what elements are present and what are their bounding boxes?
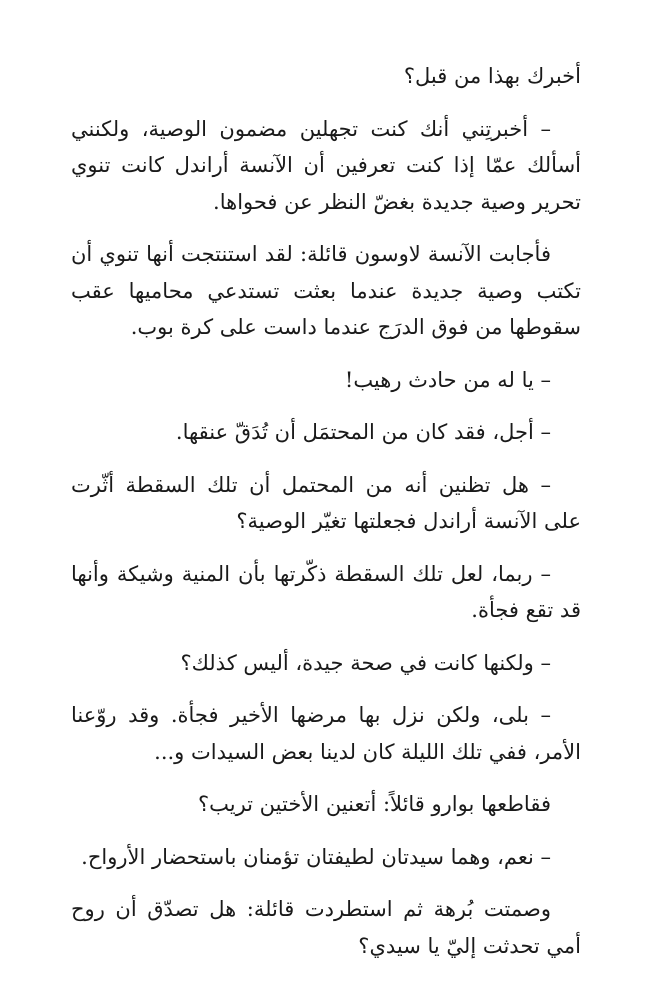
paragraph-3: فأجابت الآنسة لاوسون قائلة: لقد استنتجت أنها تنوي أن تكتب وصية جديدة عندما بعثت تستدعي محاميها عقب سقوطها من فوق الدرَج عندما داست على كرة بوب.: [71, 242, 581, 339]
paragraph-11: – نعم، وهما سيدتان لطيفتان تؤمنان باستحضار الأرواح.: [81, 844, 551, 869]
paragraph-5: – أجل، فقد كان من المحتمَل أن تُدَقّ عنقها.: [175, 420, 551, 444]
paragraph-6: – هل تظنين أنه من المحتمل أن تلك السقطة أثّرت على الآنسة أراندل فجعلتها تغيّر الوصية؟: [71, 472, 581, 533]
paragraph-7: – ربما، لعل تلك السقطة ذكّرتها بأن المنية وشيكة وأنها قد تقع فجأة.: [71, 561, 581, 622]
paragraph-2: – أخبرتِني أنك كنت تجهلين مضمون الوصية، ولكنني أسألك عمّا إذا كنت تعرفين أن الآنسة أراندل كانت تنوي تحرير وصية جديدة بغضّ النظر عن فحواها.: [71, 116, 581, 214]
paragraph-9: – بلى، ولكن نزل بها مرضها الأخير فجأة. وقد روّعنا الأمر، ففي تلك الليلة كان لدينا بعض السيدات و...: [71, 703, 581, 764]
paragraph-8: – ولكنها كانت في صحة جيدة، أليس كذلك؟: [180, 650, 551, 675]
paragraph-4: – يا له من حادث رهيب!: [344, 367, 551, 392]
paragraph-1: أخبرك بهذا من قبل؟: [403, 64, 581, 88]
paragraph-10: فقاطعها بوارو قائلاً: أتعنين الأختين تريب؟: [197, 792, 551, 816]
page-text-body: [71, 58, 581, 980]
paragraph-12: وصمتت بُرهة ثم استطردت قائلة: هل تصدّق أن روح أمي تحدثت إليّ يا سيدي؟: [71, 897, 581, 958]
